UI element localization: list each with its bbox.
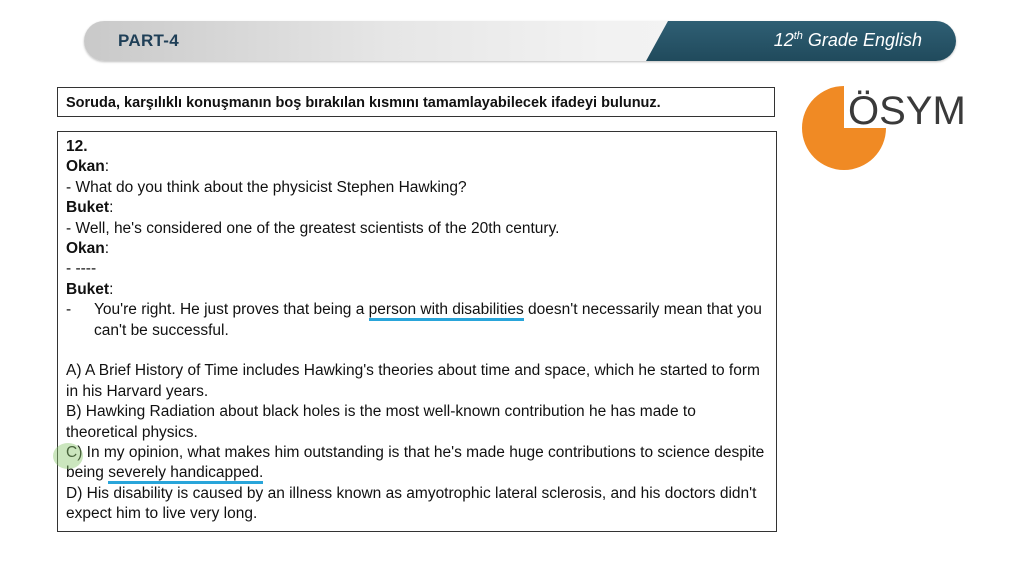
dialogue-dash: - <box>66 301 72 319</box>
speaker-line: Okan: <box>66 158 110 176</box>
text-before: You're right. He just proves that being a <box>94 301 369 319</box>
speaker-line: Buket: <box>66 199 114 217</box>
text-after: doesn't necessarily mean that you can't be successful. <box>94 301 762 339</box>
logo-text: ÖSYM <box>848 89 966 133</box>
speaker-line: Buket: <box>66 280 114 298</box>
spacer <box>66 341 768 361</box>
dialogue-text <box>94 300 768 341</box>
option-d: D) His disability is caused by an illness known as amyotrophic lateral sclerosis, and his doctors didn't expect him to live very long. <box>66 484 757 523</box>
grade-suffix: th <box>793 30 803 42</box>
osym-logo <box>800 84 980 174</box>
header-banner <box>84 21 956 61</box>
speaker-name: Buket <box>66 280 110 298</box>
option-a: A) A Brief History of Time includes Hawking's theories about time and space, which he started to form in his Harvard years. <box>66 362 760 400</box>
speaker-name: Okan <box>66 240 105 258</box>
part-label: PART-4 <box>118 31 179 50</box>
grade-text: Grade English <box>802 30 922 50</box>
grade-label <box>774 30 922 51</box>
instruction-box: Soruda, karşılıklı konuşmanın boş bırakılan kısmını tamamlayabilecek ifadeyi bulunuz. <box>57 87 775 117</box>
option-b: B) Hawking Radiation about black holes is the most well-known contribution he has made to theoretical physics. <box>66 403 696 441</box>
dialogue-line: - What do you think about the physicist Stephen Hawking? <box>66 178 467 196</box>
question-number: 12. <box>66 138 88 155</box>
answer-circle-marker <box>53 443 83 469</box>
dialogue-line <box>66 300 768 341</box>
question-box <box>57 131 777 532</box>
grade-number: 12 <box>773 30 794 50</box>
dialogue-line: - Well, he's considered one of the greatest scientists of the 20th century. <box>66 219 560 237</box>
option-c <box>66 443 768 484</box>
speaker-line: Okan: <box>66 240 110 258</box>
highlighted-phrase: severely handicapped. <box>108 464 263 484</box>
speaker-name: Buket <box>66 199 110 217</box>
highlighted-phrase: person with disabilities <box>369 301 524 321</box>
blank-line: - ---- <box>66 260 97 278</box>
speaker-name: Okan <box>66 158 105 176</box>
option-c-text: C) In my opinion, what makes him outstanding is that he's made huge contributions to science despite being <box>66 444 765 482</box>
